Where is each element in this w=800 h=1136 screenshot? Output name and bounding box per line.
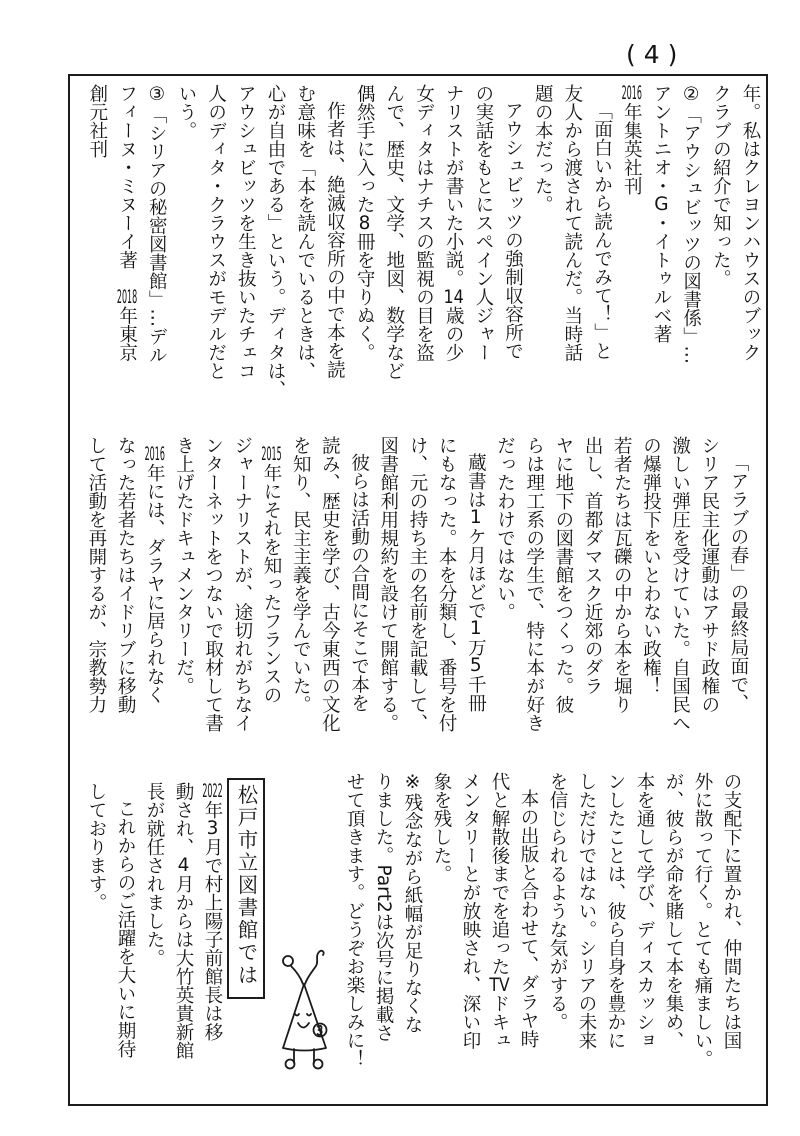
bottom-section-line: 外に散って行く。とても痛ましい。: [692, 772, 713, 1068]
top-section-line: 女ディタはナチスの監視の目を盗: [413, 84, 435, 362]
upright-numeral: TV: [489, 975, 510, 994]
continued-note-line: せて頂きます。どうぞお楽しみに！: [344, 772, 365, 1068]
top-section: [80, 84, 765, 410]
book-title-line: ③「シリアの秘密図書館」…デル: [146, 84, 168, 364]
upright-numeral: 2016: [144, 445, 165, 464]
mascot-antenna-left: [283, 956, 303, 984]
middle-section: [81, 436, 753, 758]
middle-section-line: 図書館利用規約を設けて開館する。: [377, 436, 399, 732]
continued-note-line: りました。Part2は次号に掲載さ: [373, 772, 394, 1043]
middle-section-line: シリア民主化運動はアサド政権の: [698, 436, 720, 714]
middle-section-line: 2016年には、ダラヤに居られなく: [144, 445, 166, 705]
top-section-line: む意味を「本を読んでいるときは、: [294, 84, 316, 380]
top-section-line: ナリストが書いた小説。14歳の少: [443, 84, 465, 362]
notice-line: 2022年3月で村上陽子前館長は移: [202, 782, 223, 1041]
bottom-section-line: を信じられるような気がする。: [547, 772, 568, 1031]
mascot-illustration: [272, 944, 336, 1078]
middle-section-line: 激しい弾圧を受けていた。自国民へ: [669, 436, 691, 732]
middle-section-line: にもなった。本を分類し、番号を付: [436, 436, 458, 732]
top-section-line: 作者は、絶滅収容所の中で本を読: [324, 100, 346, 379]
bottom-section-line: 本を通して学び、ディスカッショ: [634, 772, 655, 1050]
bottom-section-line: が、彼らが命を賭して本を集め、: [663, 772, 684, 1050]
upright-numeral: 14: [443, 287, 464, 306]
upright-numeral: 4: [177, 856, 190, 875]
upright-numeral: 3: [206, 819, 219, 838]
upright-numeral: 5: [469, 656, 482, 675]
middle-section-line: だったわけではない。: [494, 436, 516, 621]
notice-line: 長が就任されました。: [144, 782, 165, 967]
page-number: (4): [626, 40, 686, 69]
middle-section-line: なった若者たちはイドリブに移動: [115, 436, 137, 714]
notice-line: しております。: [86, 782, 107, 912]
middle-section-line: 「アラブの春」の最終局面で、: [728, 452, 749, 712]
bottom-section-line: しただけではない。シリアの未来: [576, 772, 597, 1050]
continued-note-line: ※残念ながら紙幅が足りなくな: [402, 772, 423, 1034]
mascot-cone-body: [283, 984, 326, 1051]
notice-heading-box: 松戸市立図書館では: [227, 778, 265, 999]
middle-section-line: ジャーナリストが、途切れがちなイ: [231, 436, 253, 732]
middle-section-line: らは理工系の学生で、特に本が好き: [523, 436, 545, 732]
book-publisher-line: 2016年集英社刊: [621, 84, 643, 195]
top-section-line: 友人から渡されて読んだ。当時話: [561, 84, 583, 362]
top-section-line: 「面白いから読んでみて！」と: [591, 100, 613, 360]
top-section-line: 題の本だった。: [532, 84, 554, 214]
top-section-line: 心が自由である」という。ディタは、: [265, 84, 286, 399]
bottom-section-line: 代と解散後までを追ったTVドキュ: [489, 772, 510, 1050]
upright-numeral: 2015: [261, 445, 282, 464]
upright-numeral: 2022: [202, 782, 223, 801]
middle-section-line: して活動を再開するが、宗教勢力: [85, 436, 107, 714]
book-publisher-line: 創元社刊: [86, 84, 108, 158]
bottom-section-line: メンタリーとが放映され、深い印: [460, 772, 481, 1050]
mascot-ear: [314, 1024, 327, 1037]
middle-section-line: を知り、民主主義を学んでいた。: [290, 436, 312, 714]
middle-section-line: 読み、歴史を学び、古今東西の文化: [319, 436, 341, 732]
top-section-line: アウシュビッツの強制収容所で: [502, 100, 524, 360]
middle-section-line: 出し、首都ダマスク近郊のダラ: [582, 436, 604, 695]
middle-section-line: 蔵書は1ケ月ほどで1万5千冊: [465, 452, 487, 712]
middle-section-line: き上げたドキュメンタリーだ。: [173, 436, 195, 695]
upright-numeral: 1: [469, 508, 482, 527]
top-section-line: 人のディタ・クラウスがモデルだと: [205, 84, 227, 380]
middle-section-line: 若者たちは瓦礫の中から本を堀り: [611, 436, 633, 714]
notice-line: これからのご活躍を大いに期待: [115, 798, 136, 1058]
bottom-section-line: の支配下に置かれ、仲間たちは国: [721, 772, 742, 1050]
top-section-line: アウシュビッツを生き抜いたチェコ: [235, 84, 257, 380]
mascot-face: [295, 1014, 311, 1028]
upright-numeral: G: [654, 195, 669, 214]
bottom-section-line: 象を残した。: [431, 772, 452, 883]
middle-section-line: ンターネットをつないで取材して書: [202, 436, 224, 732]
mascot-feet: [286, 1049, 323, 1069]
bottom-section-line: 本の出版と合わせて、ダラヤ時: [518, 788, 539, 1048]
middle-section-line: 2015年にそれを知ったフランスの: [261, 445, 282, 705]
top-section-line: 偶然手に入った8冊を守りぬく。: [354, 84, 376, 362]
middle-section-line: け、元の持ち主の名前を記載して、: [406, 436, 428, 732]
book-author-line: フィーヌ・ミヌーイ著 2018年東京: [116, 84, 138, 362]
top-section-line: クラブの紹介で知った。: [710, 84, 732, 288]
upright-numeral: 2016: [621, 84, 642, 103]
upright-numeral: 8: [358, 213, 371, 232]
top-section-line: の実話をもとにスペイン人ジャー: [472, 84, 494, 362]
middle-section-line: 彼らは活動の合間にそこで本を: [348, 452, 370, 712]
upright-numeral: 1: [469, 619, 482, 638]
upright-numeral: 2018: [116, 287, 138, 306]
bottom-section-line: ンしたことは、彼ら自身を豊かに: [605, 772, 626, 1050]
top-section-line: 年。私はクレヨンハウスのブック: [740, 84, 761, 362]
book-title-line: ②「アウシュビッツの図書係」…: [680, 84, 702, 364]
mascot-antenna-right: [305, 951, 324, 984]
notice-line: 動され、4月からは大竹英貴新館: [173, 782, 194, 1060]
book-author-line: アントニオ・G・イトゥルベ著: [650, 84, 672, 343]
middle-section-line: ヤに地下の図書館をつくった。彼: [552, 436, 574, 714]
top-section-line: いう。: [175, 84, 197, 140]
top-section-line: んで、歴史、文学、地図、数学など: [383, 84, 405, 380]
bottom-section: [82, 772, 746, 1100]
middle-section-line: の爆弾投下をいとわない政権！: [640, 436, 662, 695]
